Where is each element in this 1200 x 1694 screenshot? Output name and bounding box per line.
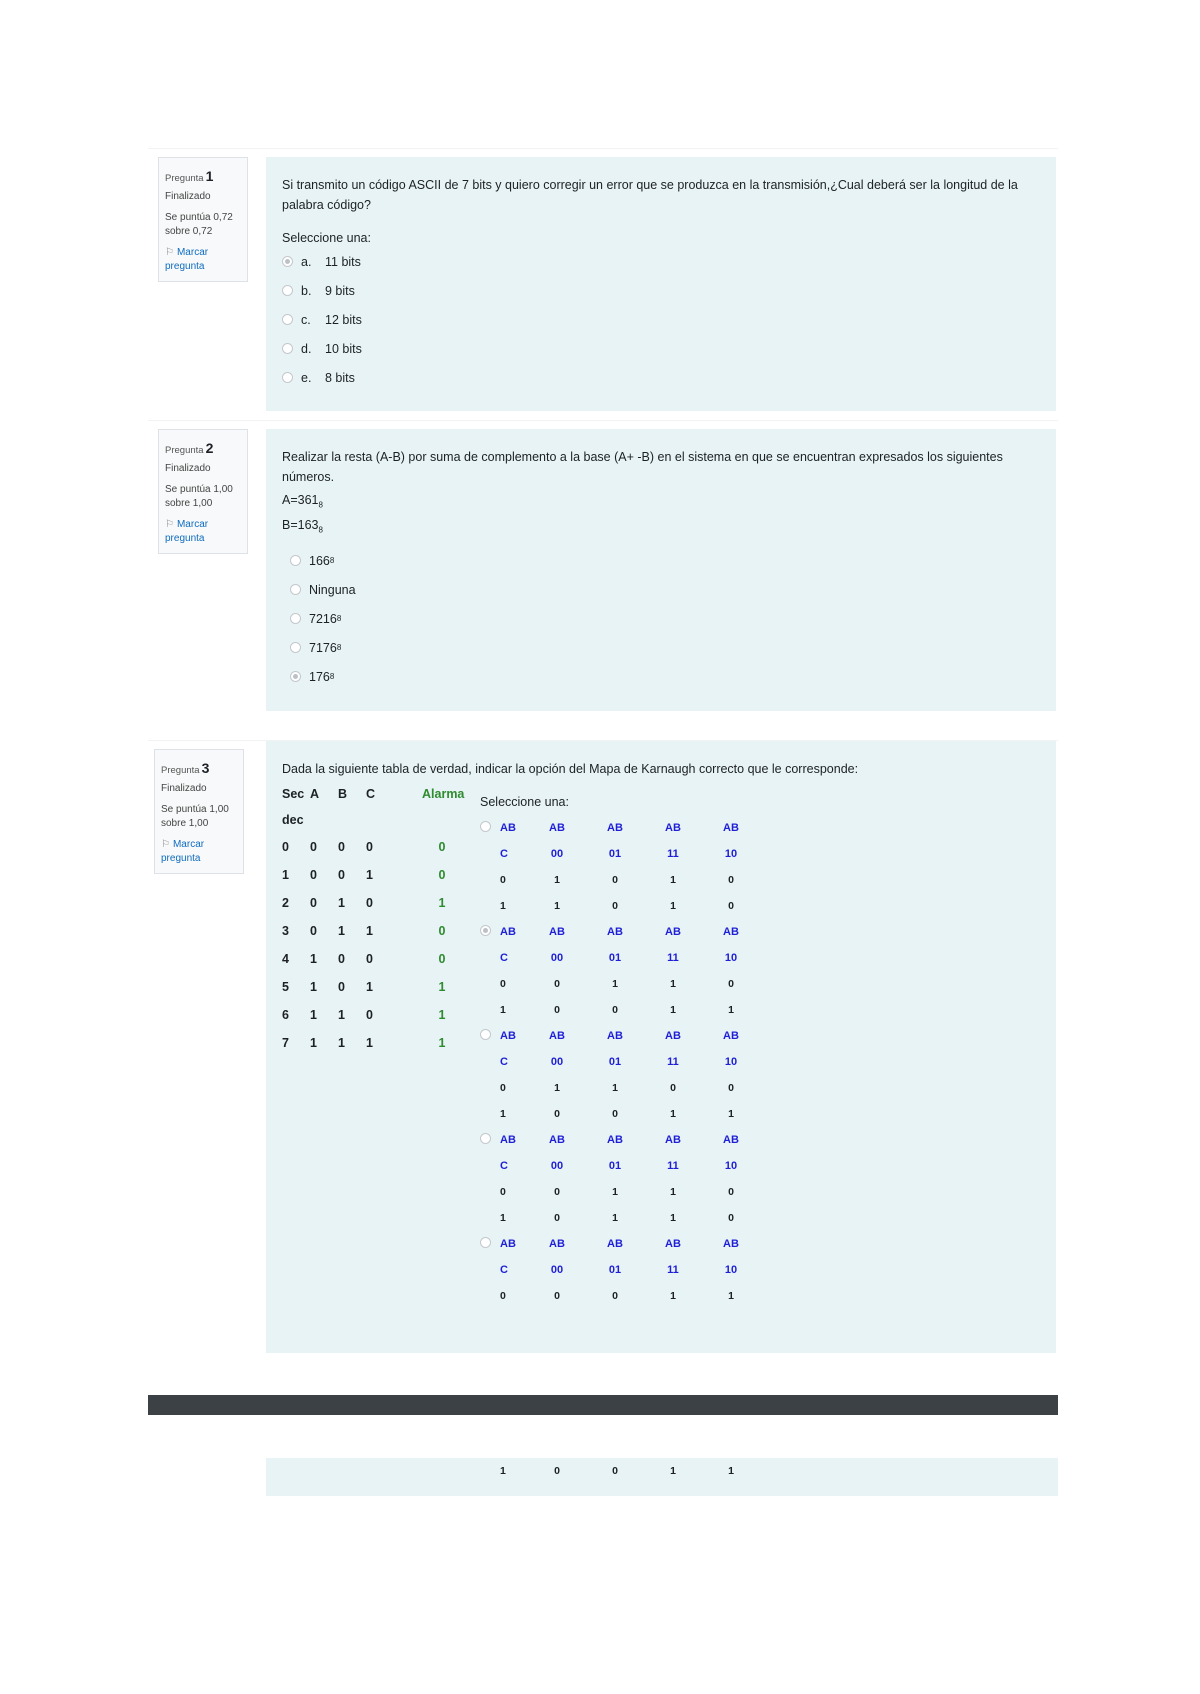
radio-button[interactable] [282, 285, 293, 296]
select-prompt: Seleccione una: [480, 795, 569, 809]
radio-button[interactable] [290, 584, 301, 595]
truth-table-row: 5 1 0 1 1 [282, 980, 446, 994]
kmap-option[interactable] [480, 1231, 780, 1309]
question-content [266, 157, 1056, 411]
radio-button[interactable] [290, 671, 301, 682]
answer-option-d[interactable]: d. 10 bits [282, 334, 1040, 363]
radio-button[interactable] [480, 1237, 491, 1248]
radio-button[interactable] [282, 343, 293, 354]
radio-button[interactable] [282, 372, 293, 383]
kmap-value-row: 0 0 0 1 1 [500, 1290, 734, 1302]
question-state: Finalizado [161, 783, 207, 795]
answer-option[interactable]: 7176 8 [290, 633, 1040, 662]
question-info [158, 157, 248, 282]
question-info [154, 749, 244, 874]
question-info [158, 429, 248, 554]
kmap-header-row: C 00 01 11 10 [500, 952, 738, 964]
kmap-value-row: 1 1 0 1 0 [500, 900, 734, 912]
truth-table-row: 7 1 1 1 1 [282, 1036, 446, 1050]
truth-table-row: 3 0 1 1 0 [282, 924, 446, 938]
value-a: $A=361_8$ [282, 493, 323, 510]
answer-options [282, 546, 1040, 691]
flag-question-link[interactable]: ⚐ Marcar pregunta [165, 246, 209, 273]
kmap-header-row: AB AB AB AB AB [500, 926, 739, 938]
kmap-option[interactable] [480, 1127, 780, 1231]
truth-table-row: 0 0 0 0 0 [282, 840, 446, 854]
truth-table-subheader: dec [282, 813, 304, 827]
kmap-options [480, 795, 780, 1309]
answer-options [282, 247, 1040, 392]
flag-icon: ⚐ [161, 838, 170, 850]
radio-button[interactable] [290, 613, 301, 624]
question-grade: Se puntúa 1,00 sobre 1,00 [165, 483, 233, 510]
kmap-value-row: 1 0 1 1 0 [500, 1212, 734, 1224]
question-state: Finalizado [165, 191, 211, 203]
kmap-header-row: C 00 01 11 10 [500, 1056, 738, 1068]
kmap-value-row: 0 0 1 1 0 [500, 1186, 734, 1198]
kmap-continuation-row: 1 0 0 1 1 [500, 1465, 734, 1477]
footer-bar [148, 1395, 1058, 1415]
question-content [266, 429, 1056, 711]
radio-button[interactable] [290, 642, 301, 653]
truth-table-row: 2 0 1 0 1 [282, 896, 446, 910]
radio-button[interactable] [282, 256, 293, 267]
question-text: Dada la siguiente tabla de verdad, indicar la opción del Mapa de Karnaugh correcto que le corresponde: [282, 762, 859, 776]
radio-button[interactable] [480, 1133, 491, 1144]
kmap-value-row: 1 0 0 1 1 [500, 1108, 734, 1120]
kmap-header-row: C 00 01 11 10 [500, 1160, 738, 1172]
question-1 [148, 148, 1058, 410]
question-grade: Se puntúa 0,72 sobre 0,72 [165, 211, 233, 238]
value-b: $B=163_8$ [282, 517, 323, 534]
answer-option[interactable]: 176 8 [290, 662, 1040, 691]
answer-option[interactable]: 7216 8 [290, 604, 1040, 633]
kmap-header-row: AB AB AB AB AB [500, 1030, 739, 1042]
question-text: Realizar la resta (A-B) por suma de complemento a la base (A+ -B) en el sistema en que se encuentran expresados los siguientes números. [282, 450, 1003, 484]
radio-button[interactable] [290, 555, 301, 566]
kmap-option[interactable] [480, 815, 780, 919]
answer-option-c[interactable]: c. 12 bits [282, 305, 1040, 334]
kmap-value-row: 0 1 0 1 0 [500, 874, 734, 886]
answer-option-e[interactable]: e. 8 bits [282, 363, 1040, 392]
answer-option-b[interactable]: b. 9 bits [282, 276, 1040, 305]
select-prompt: Seleccione una: [282, 231, 371, 245]
question-text: Si transmito un código ASCII de 7 bits y quiero corregir un error que se produzca en la transmisión,¿Cual deberá ser la longitud de la palabra código? [282, 178, 1018, 212]
kmap-value-row: 0 0 1 1 0 [500, 978, 734, 990]
truth-table [282, 781, 465, 1057]
flag-question-link[interactable]: ⚐ Marcar pregunta [165, 518, 209, 545]
kmap-value-row: 1 0 0 1 1 [500, 1004, 734, 1016]
continuation-strip [266, 1458, 1058, 1496]
kmap-option[interactable] [480, 919, 780, 1023]
kmap-header-row: C 00 01 11 10 [500, 848, 738, 860]
kmap-option[interactable] [480, 1023, 780, 1127]
truth-table-row: 4 1 0 0 0 [282, 952, 446, 966]
flag-icon: ⚐ [165, 246, 174, 258]
truth-table-row: 6 1 1 0 1 [282, 1008, 446, 1022]
answer-option[interactable]: Ninguna [290, 575, 1040, 604]
question-3 [148, 740, 1058, 1360]
question-number: Pregunta 1 [165, 168, 214, 184]
flag-icon: ⚐ [165, 518, 174, 530]
question-number: Pregunta 3 [161, 760, 210, 776]
kmap-value-row: 0 1 1 0 0 [500, 1082, 734, 1094]
kmap-header-row: AB AB AB AB AB [500, 822, 739, 834]
question-content [266, 741, 1056, 1353]
question-state: Finalizado [165, 463, 211, 475]
answer-option-a[interactable]: a. 11 bits [282, 247, 1040, 276]
question-2 [148, 420, 1058, 710]
question-number: Pregunta 2 [165, 440, 214, 456]
question-grade: Se puntúa 1,00 sobre 1,00 [161, 803, 229, 830]
kmap-header-row: AB AB AB AB AB [500, 1238, 739, 1250]
radio-button[interactable] [480, 925, 491, 936]
truth-table-row: 1 0 0 1 0 [282, 868, 446, 882]
answer-option[interactable]: 166 8 [290, 546, 1040, 575]
truth-table-header: Sec A B C Alarma [282, 787, 465, 801]
kmap-header-row: C 00 01 11 10 [500, 1264, 738, 1276]
flag-question-link[interactable]: ⚐ Marcar pregunta [161, 838, 205, 865]
kmap-header-row: AB AB AB AB AB [500, 1134, 739, 1146]
radio-button[interactable] [282, 314, 293, 325]
radio-button[interactable] [480, 1029, 491, 1040]
radio-button[interactable] [480, 821, 491, 832]
